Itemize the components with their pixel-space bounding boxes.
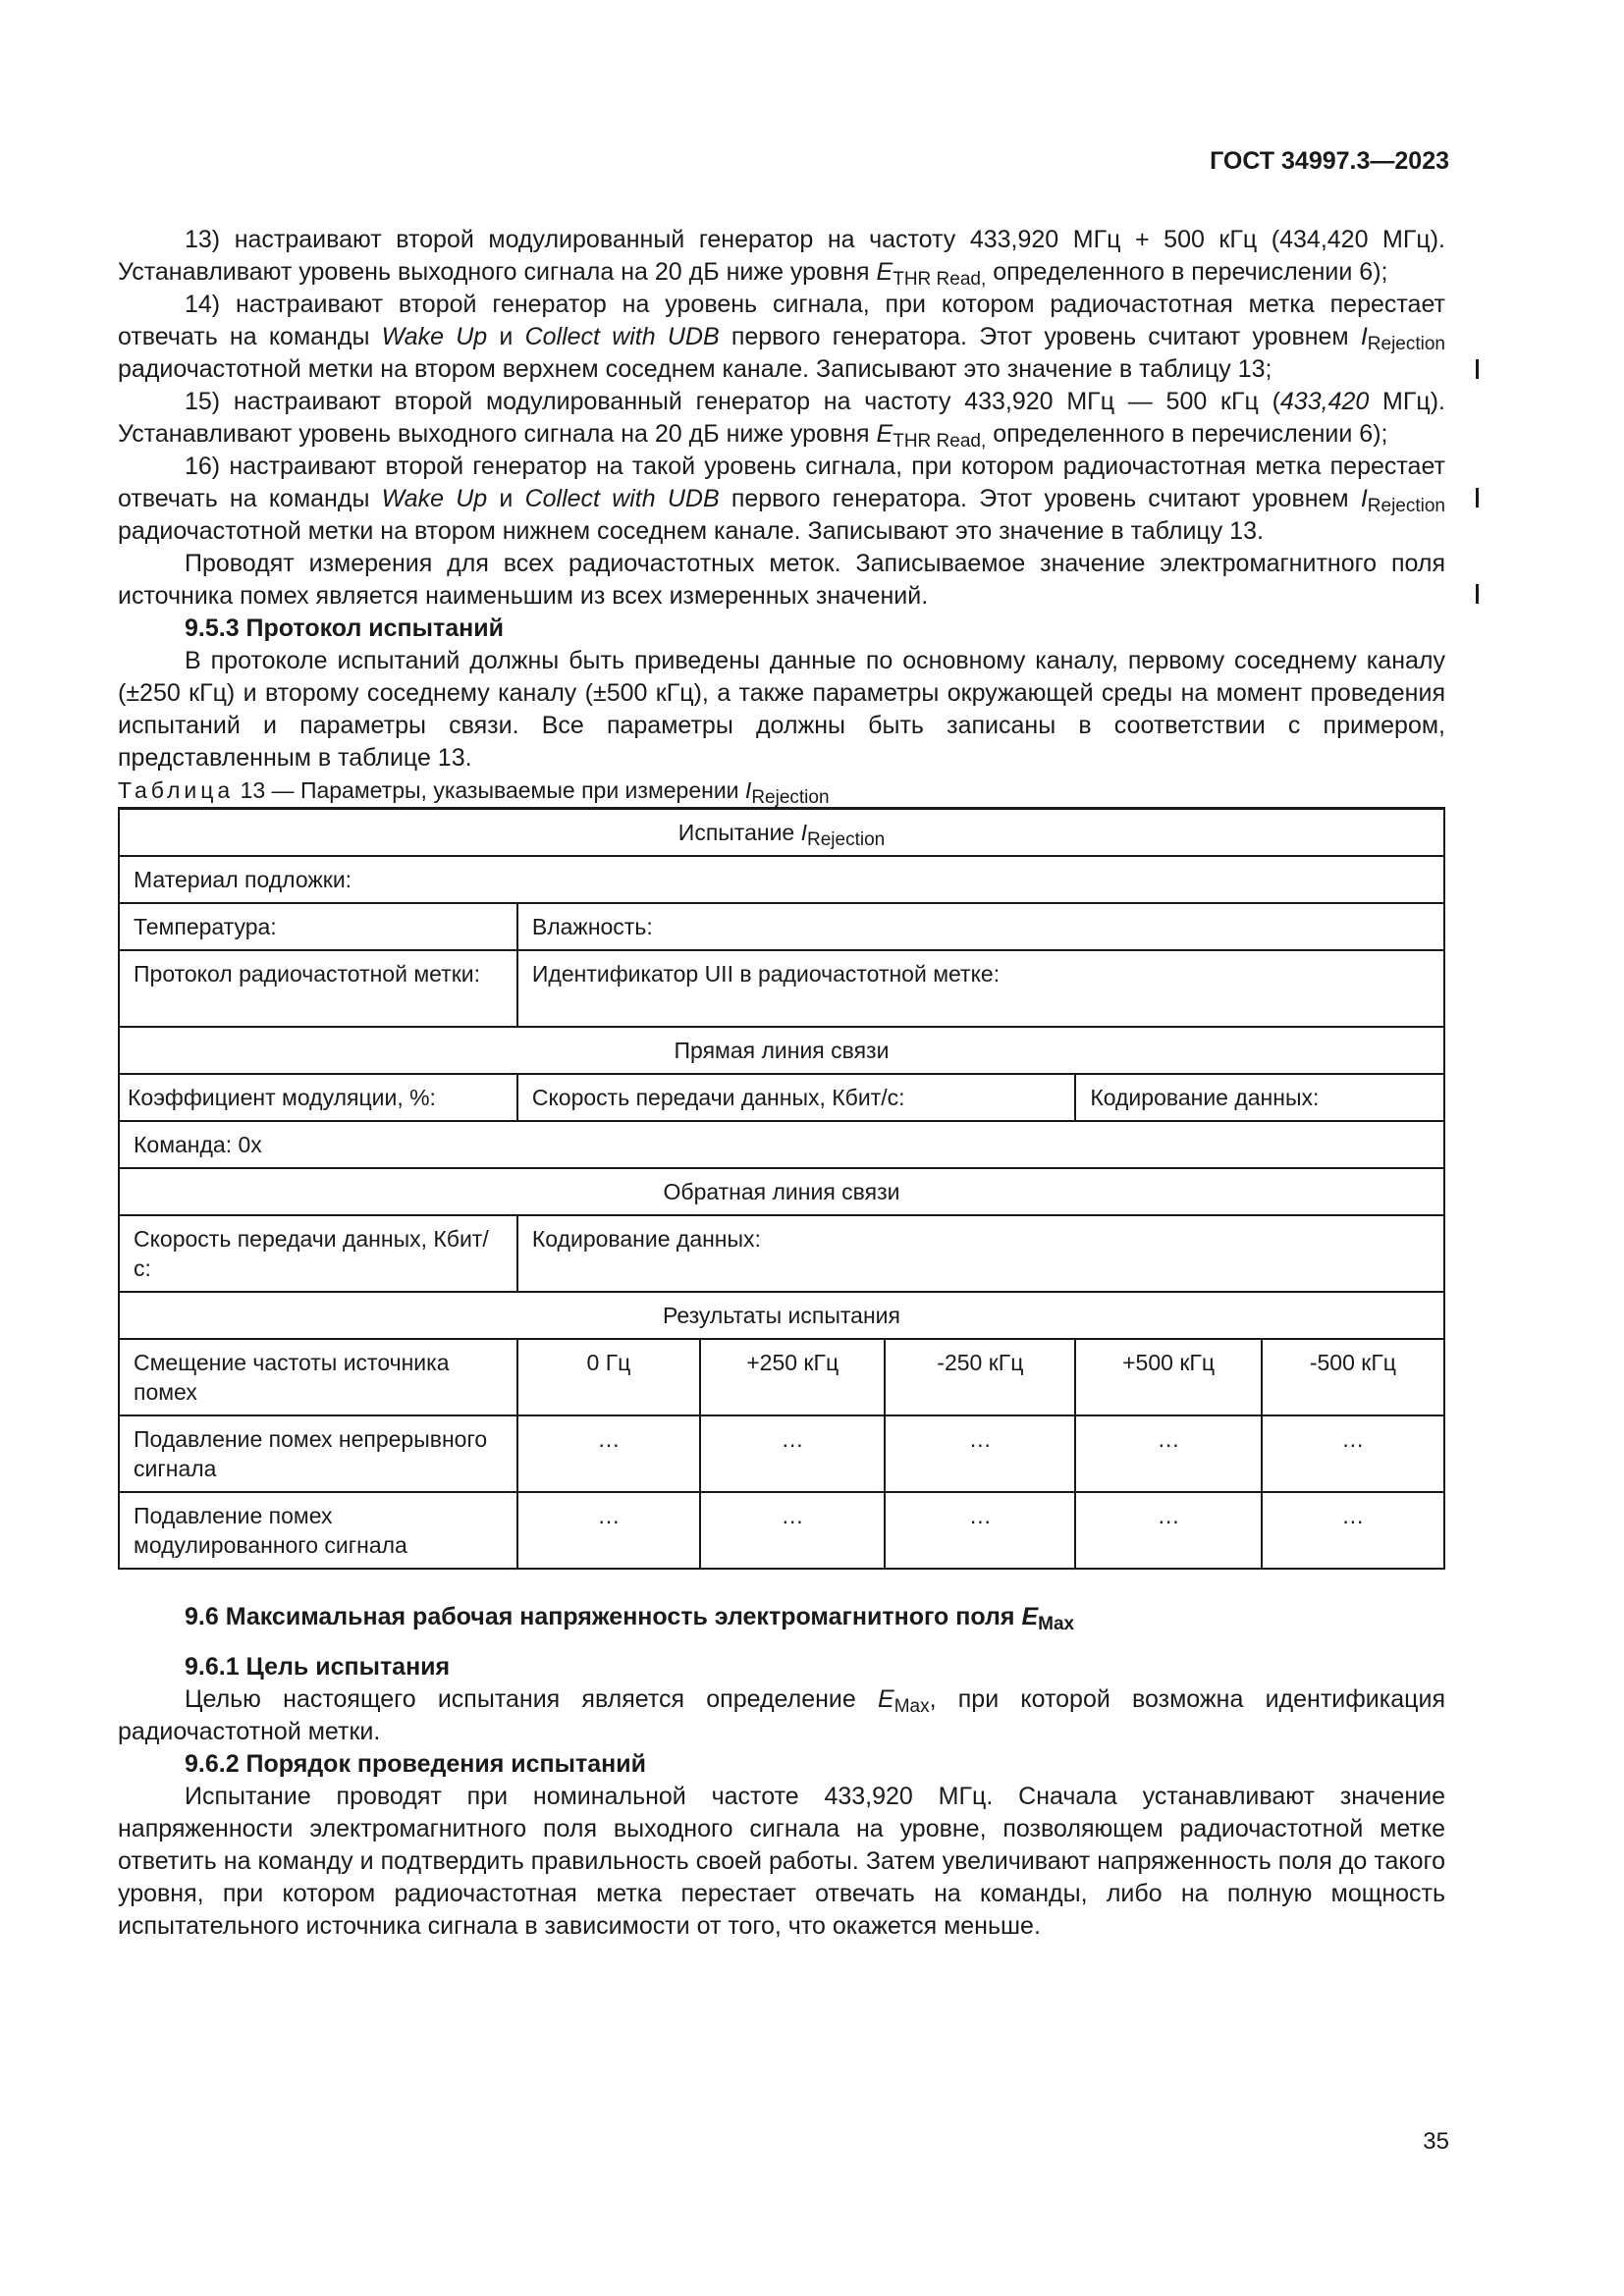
cw-suppression-value: … [1075, 1415, 1261, 1492]
change-bar [1476, 584, 1479, 604]
forward-link-header: Прямая линия связи [119, 1027, 1444, 1074]
mod-suppression-label: Подавление помех модулированного сигнала [119, 1492, 517, 1569]
reverse-link-header: Обратная линия связи [119, 1168, 1444, 1215]
modulation-coefficient-cell: Коэффициент модуляции, %: [119, 1074, 517, 1121]
cw-suppression-value: … [885, 1415, 1075, 1492]
change-bar [1476, 359, 1479, 379]
offset-header: -500 кГц [1262, 1339, 1444, 1415]
mod-suppression-value: … [700, 1492, 885, 1569]
paragraph-purpose: Целью настоящего испытания является определение $E_{Max}$, при которой возможна идентификация радиочастотной метки. [118, 1685, 1445, 1745]
offset-header: 0 Гц [517, 1339, 700, 1415]
document-code: ГОСТ 34997.3—2023 [1210, 147, 1449, 175]
rf-protocol-cell: Протокол радиочастотной метки: [119, 950, 517, 1027]
reverse-encoding-cell: Кодирование данных: [517, 1215, 1444, 1292]
page-number: 35 [1423, 2128, 1449, 2155]
forward-data-rate-cell: Скорость передачи данных, Кбит/с: [517, 1074, 1075, 1121]
temperature-cell: Температура: [119, 903, 517, 950]
paragraph-protocol: В протоколе испытаний должны быть приведены данные по основному каналу, первому соседнему каналу (±250 кГц) и второму соседнему каналу (±500 кГц), а также параметры окружающей среды на момент проведения испытаний и параметры связи. Все параметры должны быть записаны в соответствии с примером, представленным в таблице 13. [118, 647, 1445, 772]
table-title: Испытание $I_{Rejection}$ [119, 809, 1444, 857]
reverse-data-rate-cell: Скорость передачи данных, Кбит/с: [119, 1215, 517, 1292]
parameters-table [118, 807, 1445, 1570]
cw-suppression-value: … [517, 1415, 700, 1492]
table-caption: Таблица 13 — Параметры, указываемые при измерении $I_{Rejection}$ [118, 777, 830, 808]
mod-suppression-value: … [1262, 1492, 1444, 1569]
mod-suppression-value: … [885, 1492, 1075, 1569]
section-heading-9-5-3: 9.5.3 Протокол испытаний [185, 614, 504, 642]
mod-suppression-value: … [1075, 1492, 1261, 1569]
change-bar [1476, 488, 1479, 507]
paragraph-15: 15) настраивают второй модулированный генератор на частоту 433,920 МГц — 500 кГц (433,420 МГц). Устанавливают уровень выходного сигнала на 20 дБ ниже уровня $E_{THR Read,}$ определенного в перечислении 6); [118, 388, 1445, 452]
paragraph-16: 16) настраивают второй генератор на такой уровень сигнала, при котором радиочастотная метка перестает отвечать на команды Wake Up и Collect with UDB первого генератора. Этот уровень считают уровнем $I_{Rejection}$ радиочастотной метки на втором нижнем соседнем канале. Записывают это значение в таблицу 13. [118, 453, 1445, 545]
mod-suppression-value: … [517, 1492, 700, 1569]
offset-header: -250 кГц [885, 1339, 1075, 1415]
paragraph-14: 14) настраивают второй генератор на уровень сигнала, при котором радиочастотная метка перестает отвечать на команды Wake Up и Collect with UDB первого генератора. Этот уровень считают уровнем $I_{Rejection}$ радиочастотной метки на втором верхнем соседнем канале. Записывают это значение в таблицу 13; [118, 291, 1445, 383]
results-header: Результаты испытания [119, 1292, 1444, 1339]
paragraph-procedure: Испытание проводят при номинальной частоте 433,920 МГц. Сначала устанавливают значение напряженности электромагнитного поля выходного сигнала на уровне, позволяющем радиочастотной метке ответить на команду и подтвердить правильность своей работы. Затем увеличивают напряженность поля до такого уровня, при котором радиочастотная метка перестает отвечать на команды, либо на полную мощность испытательного источника сигнала в зависимости от того, что окажется меньше. [118, 1783, 1445, 1940]
command-cell: Команда: 0x [119, 1121, 1444, 1168]
paragraph-measurements: Проводят измерения для всех радиочастотных меток. Записываемое значение электромагнитного поля источника помех является наименьшим из всех измеренных значений. [118, 550, 1445, 610]
document-body [118, 224, 1445, 1943]
cw-suppression-value: … [700, 1415, 885, 1492]
frequency-offset-label: Смещение частоты источника помех [119, 1339, 517, 1415]
section-heading-9-6-1: 9.6.1 Цель испытания [185, 1653, 451, 1681]
substrate-cell: Материал подложки: [119, 856, 1444, 903]
section-heading-9-6: 9.6 Максимальная рабочая напряженность электромагнитного поля $E_{Max}$ [185, 1603, 1075, 1634]
offset-header: +250 кГц [700, 1339, 885, 1415]
uii-cell: Идентификатор UII в радиочастотной метке: [517, 950, 1444, 1027]
offset-header: +500 кГц [1075, 1339, 1261, 1415]
cw-suppression-label: Подавление помех непрерывного сигнала [119, 1415, 517, 1492]
forward-encoding-cell: Кодирование данных: [1075, 1074, 1444, 1121]
cw-suppression-value: … [1262, 1415, 1444, 1492]
humidity-cell: Влажность: [517, 903, 1444, 950]
section-heading-9-6-2: 9.6.2 Порядок проведения испытаний [185, 1750, 646, 1778]
paragraph-13: 13) настраивают второй модулированный генератор на частоту 433,920 МГц + 500 кГц (434,420 МГц). Устанавливают уровень выходного сигнала на 20 дБ ниже уровня $E_{THR Read,}$ определенного в перечислении 6); [118, 226, 1445, 290]
